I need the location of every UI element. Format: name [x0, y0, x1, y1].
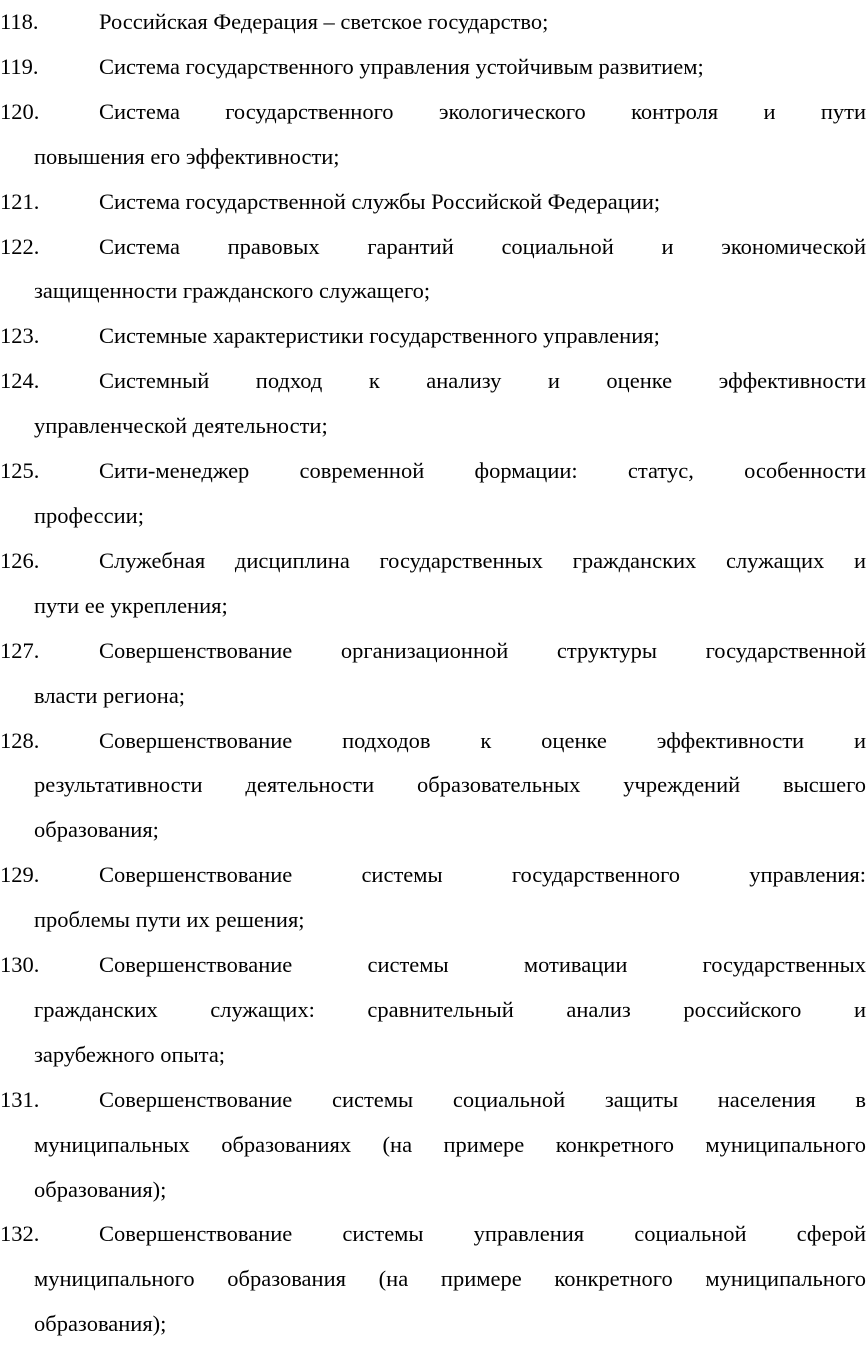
list-item-continuation: муниципальных образованиях (на примере конкретного муниципального	[34, 1131, 866, 1157]
list-item	[0, 629, 866, 719]
list-item-continuation: результативности деятельности образовательных учреждений высшего	[34, 772, 866, 798]
list-item-text: Системный подход к анализу и оценке эффективности	[99, 368, 866, 394]
list-item-first-line	[0, 180, 866, 225]
list-item	[0, 225, 866, 315]
list-item-first-line	[0, 1078, 866, 1123]
list-item	[0, 314, 866, 359]
list-item-first-line	[0, 314, 866, 359]
list-item-number: 128.	[0, 727, 40, 753]
list-item-number: 121.	[0, 188, 40, 214]
list-item-number: 122.	[0, 233, 40, 259]
list-item-text: Российская Федерация – светское государство;	[99, 9, 549, 34]
list-item-continuation: муниципального образования (на примере конкретного муниципального	[34, 1266, 866, 1292]
list-item-first-line	[0, 719, 866, 764]
list-item	[0, 359, 866, 449]
list-item-number: 127.	[0, 637, 40, 663]
list-item	[0, 539, 866, 629]
list-item-continuation: зарубежного опыта;	[34, 1041, 226, 1067]
list-item-continuation: повышения его эффективности;	[34, 143, 340, 169]
list-item-text: Сити-менеджер современной формации: статус, особенности	[99, 458, 866, 484]
list-item-number: 130.	[0, 952, 40, 978]
list-item-number: 119.	[0, 53, 39, 79]
list-item-continuation: образования);	[34, 1176, 167, 1202]
list-item-first-line	[0, 1212, 866, 1257]
list-item-first-line	[0, 629, 866, 674]
list-item-number: 126.	[0, 547, 40, 573]
list-item-number: 131.	[0, 1086, 40, 1112]
list-item-text: Система государственного управления устойчивым развитием;	[99, 53, 704, 79]
list-item-first-line	[0, 90, 866, 135]
list-item-continuation: проблемы пути их решения;	[34, 907, 305, 933]
list-item-continuation: гражданских служащих: сравнительный анализ российского и	[34, 996, 866, 1022]
list-item	[0, 853, 866, 943]
list-item-first-line	[0, 0, 866, 45]
list-item-number: 124.	[0, 368, 40, 394]
list-item-first-line	[0, 225, 866, 270]
list-item-number: 120.	[0, 98, 40, 124]
list-item-text: Совершенствование системы управления социальной сферой	[99, 1221, 866, 1247]
list-item-continuation: управленческой деятельности;	[34, 413, 328, 439]
list-item-continuation: пути ее укрепления;	[34, 592, 228, 618]
list-item-text: Совершенствование системы социальной защиты населения в	[99, 1086, 866, 1112]
list-item	[0, 719, 866, 854]
list-item-text: Совершенствование организационной структуры государственной	[99, 637, 866, 663]
list-item-first-line	[0, 943, 866, 988]
list-item-text: Совершенствование системы государственного управления:	[99, 862, 866, 888]
list-item-number: 125.	[0, 458, 40, 484]
list-item-first-line	[0, 45, 866, 90]
list-item	[0, 90, 866, 180]
list-item-first-line	[0, 449, 866, 494]
list-item-first-line	[0, 853, 866, 898]
list-item-text: Совершенствование системы мотивации государственных	[99, 952, 866, 978]
list-item-first-line	[0, 539, 866, 584]
list-item-continuation: образования;	[34, 817, 159, 843]
list-item-first-line	[0, 359, 866, 404]
list-item	[0, 449, 866, 539]
list-item-text: Система государственного экологического контроля и пути	[99, 98, 866, 124]
list-item	[0, 943, 866, 1078]
list-item-text: Системные характеристики государственного управления;	[99, 323, 660, 349]
list-item-continuation: власти региона;	[34, 682, 186, 708]
list-item-continuation: профессии;	[34, 502, 144, 528]
list-item	[0, 180, 866, 225]
list-item-text: Система государственной службы Российской Федерации;	[99, 188, 661, 214]
list-item-text: Система правовых гарантий социальной и экономической	[99, 233, 866, 259]
list-item-continuation: образования);	[34, 1311, 167, 1337]
list-item-number: 123.	[0, 323, 40, 349]
list-item	[0, 45, 866, 90]
list-item-continuation: защищенности гражданского служащего;	[34, 278, 431, 304]
list-item-text: Совершенствование подходов к оценке эффективности и	[99, 727, 866, 753]
list-item	[0, 1078, 866, 1213]
list-item-number: 118.	[0, 9, 39, 34]
list-item	[0, 1212, 866, 1347]
list-item-text: Служебная дисциплина государственных гражданских служащих и	[99, 547, 866, 573]
list-item-number: 129.	[0, 862, 40, 888]
list-item-number: 132.	[0, 1221, 40, 1247]
list-item	[0, 0, 866, 45]
